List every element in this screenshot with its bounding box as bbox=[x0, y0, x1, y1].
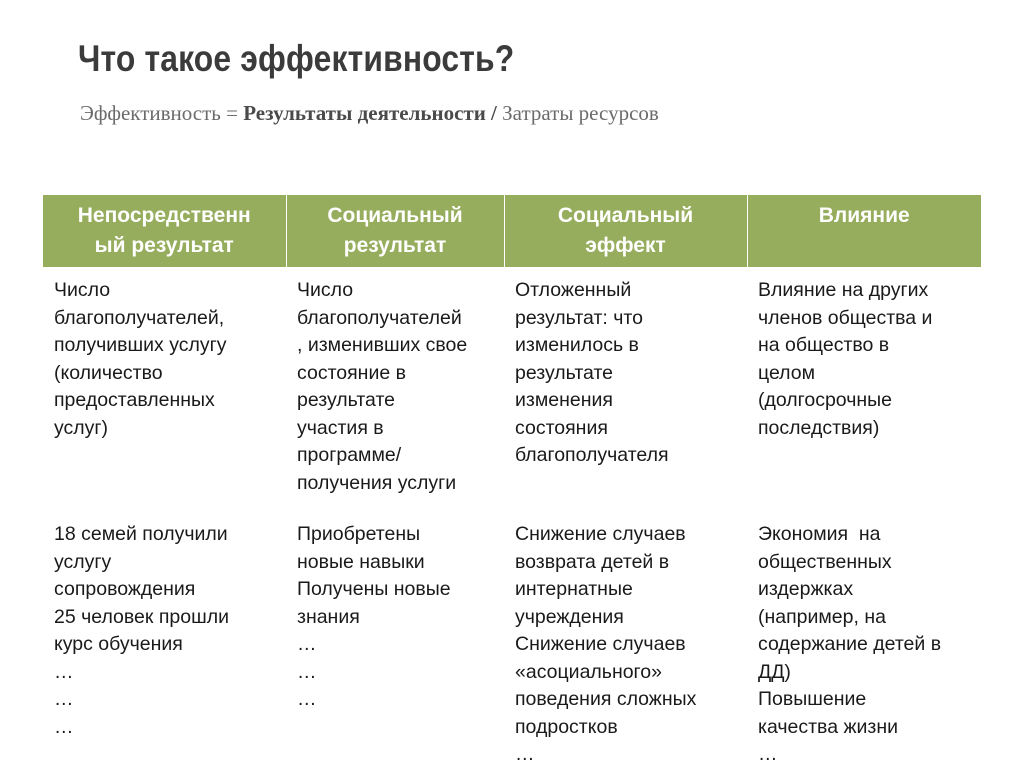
formula-results: Результаты деятельности / bbox=[243, 101, 497, 125]
formula-costs: Затраты ресурсов bbox=[502, 101, 659, 125]
cell-social-result-example: Приобретены новые навыки Получены новые знания … … … bbox=[297, 523, 451, 710]
header-direct-result: Непосредственн ый результат bbox=[43, 195, 286, 268]
cell-social-effect-definition: Отложенный результат: что изменилось в результате изменения состояния благополучателя bbox=[504, 268, 747, 503]
table-row bbox=[43, 268, 981, 503]
cell-social-effect-example: Снижение случаев возврата детей в интернатные учреждения Снижение случаев «асоциального» поведения сложных подростков … bbox=[515, 523, 697, 765]
cell-direct-result-example: 18 семей получили услугу сопровождения 25 человек прошли курс обучения … … … bbox=[54, 523, 230, 738]
header-social-effect: Социальный эффект bbox=[504, 195, 747, 268]
header-social-result: Социальный результат bbox=[286, 195, 504, 268]
cell-impact-definition: Влияние на других членов общества и на общество в целом (долгосрочные последствия) bbox=[747, 268, 981, 503]
efficiency-table bbox=[43, 195, 981, 775]
cell-direct-result-definition: Число благополучателей, получивших услугу (количество предоставленных услуг) bbox=[43, 268, 286, 503]
table-row bbox=[43, 503, 981, 775]
cell-impact-example: Экономия на общественных издержках (например, на содержание детей в ДД) Повышение качества жизни … bbox=[758, 523, 942, 765]
efficiency-formula bbox=[80, 101, 659, 126]
table-header-row bbox=[43, 195, 981, 268]
header-impact: Влияние bbox=[747, 195, 981, 268]
slide-title: Что такое эффективность? bbox=[78, 38, 515, 79]
cell-social-result-definition: Число благополучателей , изменивших свое состояние в результате участия в программе/ получения услуги bbox=[286, 268, 504, 503]
formula-left: Эффективность = bbox=[80, 101, 238, 125]
